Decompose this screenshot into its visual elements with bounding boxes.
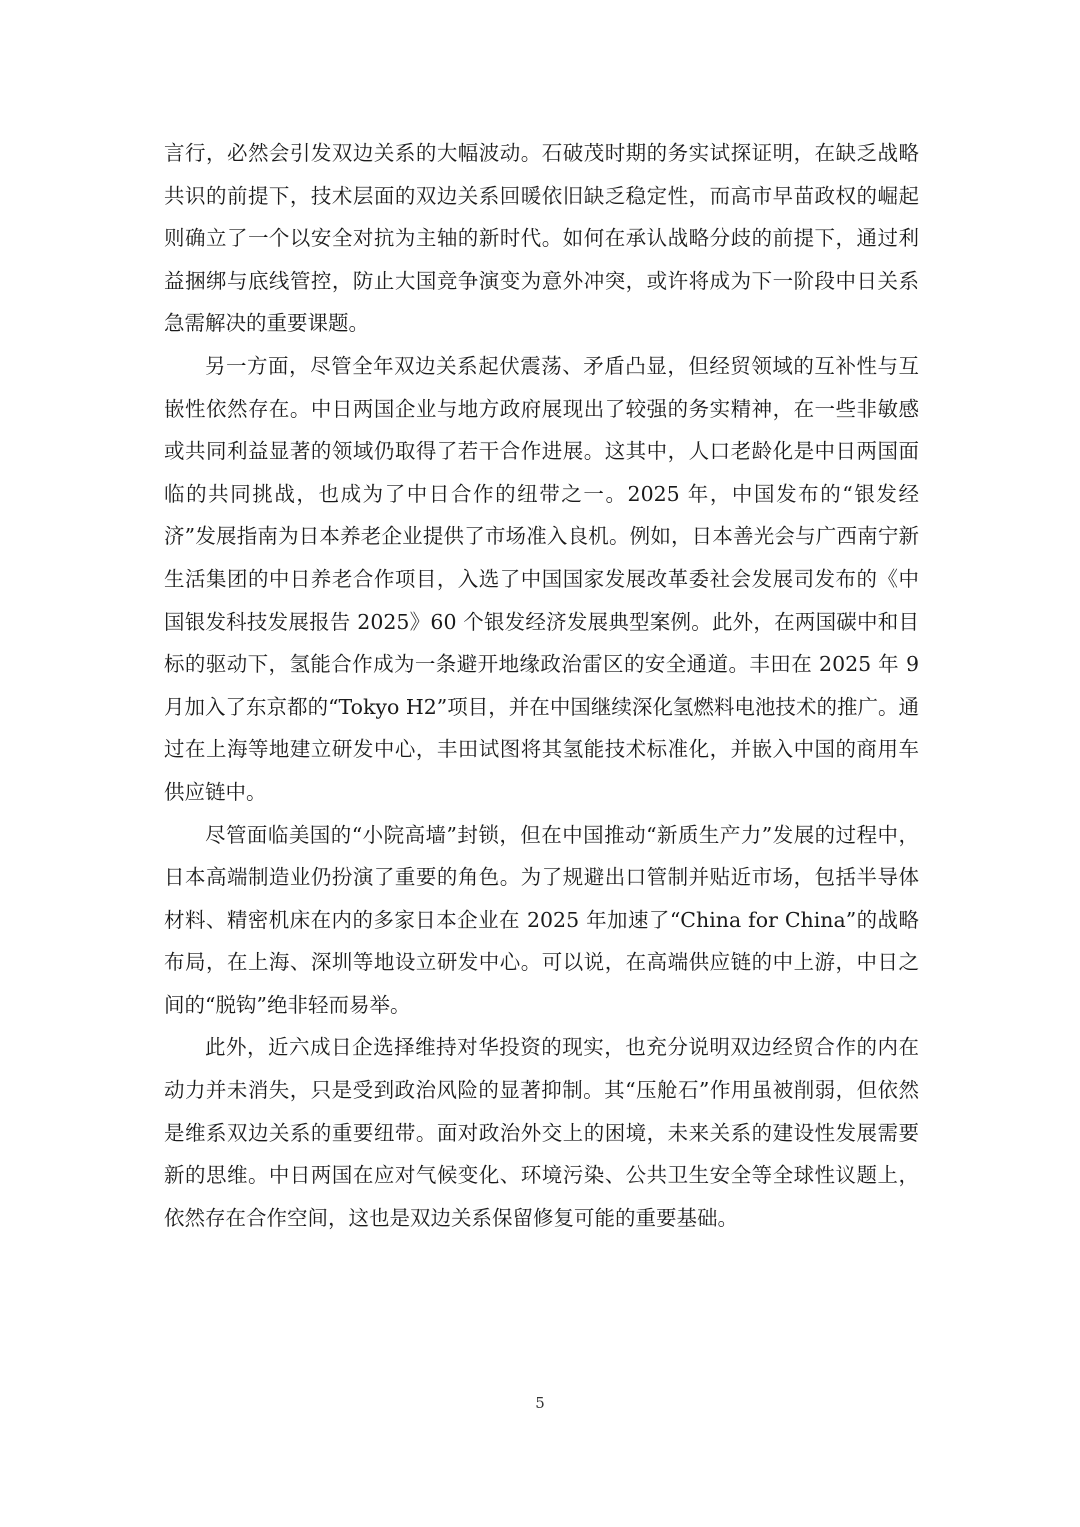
paragraph-4: 此外，近六成日企选择维持对华投资的现实，也充分说明双边经贸合作的内在动力并未消失，只是受到政治风险的显著抑制。其“压舱石”作用虽被削弱，但依然是维系双边关系的重要纽带。面对政治外交上的困境，未来关系的建设性发展需要新的思维。中日两国在应对气候变化、环境污染、公共卫生安全等全球性议题上，依然存在合作空间，这也是双边关系保留修复可能的重要基础。 [164,1035,919,1230]
body-text [164,132,919,1239]
page-number: 5 [535,1394,545,1412]
paragraph-3: 尽管面临美国的“小院高墙”封锁，但在中国推动“新质生产力”发展的过程中，日本高端制造业仍扮演了重要的角色。为了规避出口管制并贴近市场，包括半导体材料、精密机床在内的多家日本企业在 2025 年加速了“China for China”的战略布局，在上海、深圳等地设立研发中心。可以说，在高端供应链的中上游，中日之间的“脱钩”绝非轻而易举。 [164,822,919,1017]
paragraph-2: 另一方面，尽管全年双边关系起伏震荡、矛盾凸显，但经贸领域的互补性与互嵌性依然存在。中日两国企业与地方政府展现出了较强的务实精神，在一些非敏感或共同利益显著的领域仍取得了若干合作进展。这其中，人口老龄化是中日两国面临的共同挑战，也成为了中日合作的纽带之一。2025 年，中国发布的“银发经济”发展指南为日本养老企业提供了市场准入良机。例如，日本善光会与广西南宁新生活集团的中日养老合作项目，入选了中国国家发展改革委社会发展司发布的《中国银发科技发展报告 2025》60 个银发经济发展典型案例。此外，在两国碳中和目标的驱动下，氢能合作成为一条避开地缘政治雷区的安全通道。丰田在 2025 年 9 月加入了东京都的“Tokyo H2”项目，并在中国继续深化氢燃料电池技术的推广。通过在上海等地建立研发中心，丰田试图将其氢能技术标准化，并嵌入中国的商用车供应链中。 [164,353,919,804]
paragraph-1: 言行，必然会引发双边关系的大幅波动。石破茂时期的务实试探证明，在缺乏战略共识的前提下，技术层面的双边关系回暖依旧缺乏稳定性，而高市早苗政权的崛起则确立了一个以安全对抗为主轴的新时代。如何在承认战略分歧的前提下，通过利益捆绑与底线管控，防止大国竞争演变为意外冲突，或许将成为下一阶段中日关系急需解决的重要课题。 [164,141,919,336]
